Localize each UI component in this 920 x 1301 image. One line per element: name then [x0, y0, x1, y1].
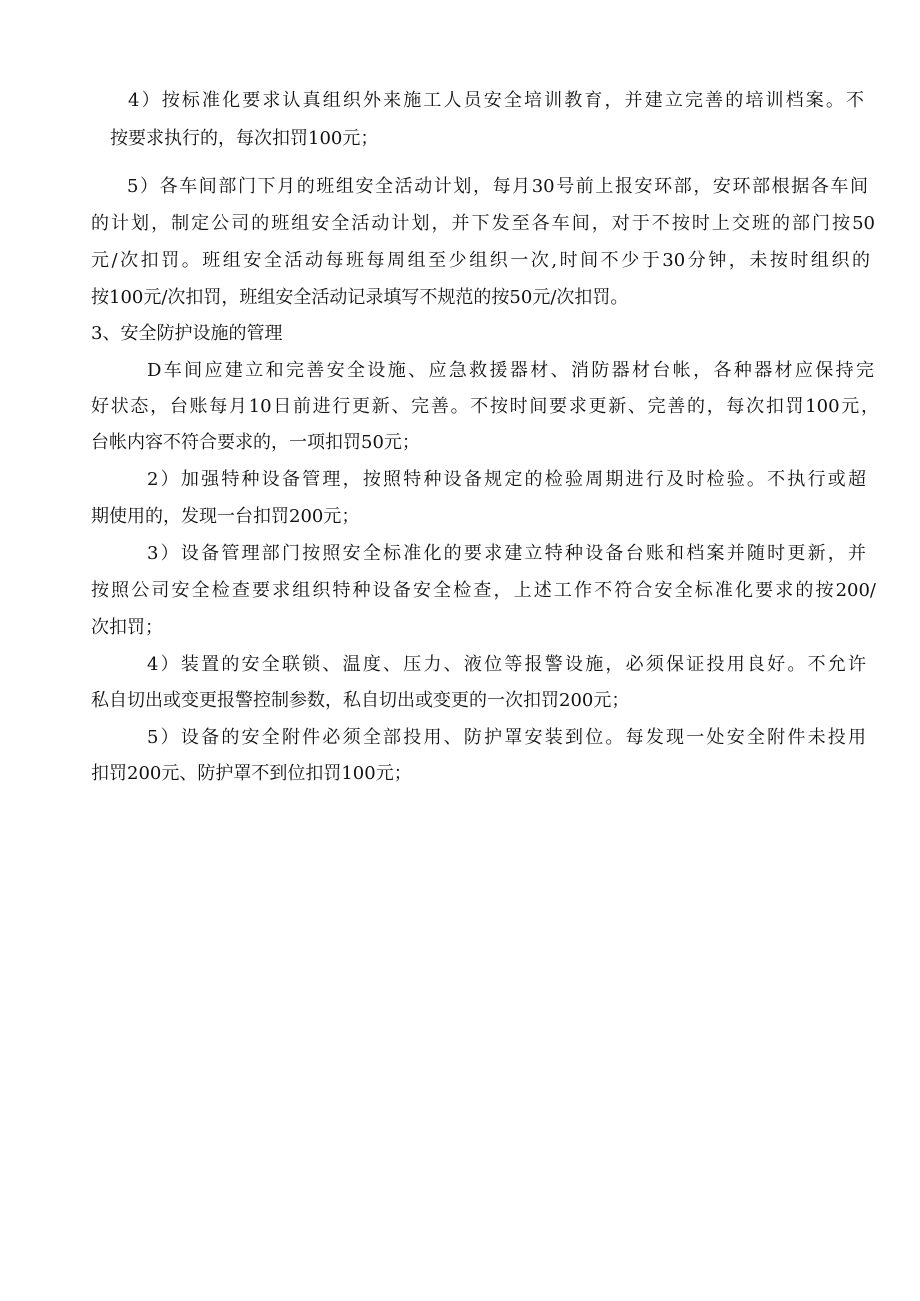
- text-line: 按照公司安全检查要求组织特种设备安全检查，上述工作不符合安全标准化要求的按200/: [91, 580, 876, 601]
- text-line: 扣罚200元、防护罩不到位扣罚100元；: [91, 763, 412, 784]
- text-line: 5）各车间部门下月的班组安全活动计划，每月30号前上报安环部，安环部根据各车间: [127, 176, 868, 197]
- text-line: 私自切出或变更报警控制参数，私自切出或变更的一次扣罚200元；: [91, 690, 630, 711]
- text-line: 次扣罚；: [91, 617, 163, 638]
- text-line: 3）设备管理部门按照安全标准化的要求建立特种设备台账和档案并随时更新，并: [147, 543, 866, 564]
- text-line: 好状态，台账每月10日前进行更新、完善。不按时间要求更新、完善的，每次扣罚100元，: [91, 396, 879, 417]
- text-line: 4）装置的安全联锁、温度、压力、液位等报警设施，必须保证投用良好。不允许: [147, 654, 866, 675]
- text-line: 元/次扣罚。班组安全活动每班每周组至少组织一次,时间不少于30分钟，未按时组织的: [91, 250, 870, 271]
- text-line: 2）加强特种设备管理，按照特种设备规定的检验周期进行及时检验。不执行或超: [147, 469, 866, 490]
- text-line: 的计划，制定公司的班组安全活动计划，并下发至各车间，对于不按时上交班的部门按50: [91, 213, 875, 234]
- text-line: D车间应建立和完善安全设施、应急救援器材、消防器材台帐，各种器材应保持完: [147, 360, 874, 381]
- section-heading: 3、安全防护设施的管理: [91, 323, 283, 344]
- text-line: 按要求执行的，每次扣罚100元；: [110, 128, 379, 149]
- text-line: 台帐内容不符合要求的，一项扣罚50元；: [91, 432, 420, 453]
- text-line: 期使用的，发现一台扣罚200元；: [91, 506, 360, 527]
- text-line: 按100元/次扣罚，班组安全活动记录填写不规范的按50元/次扣罚。: [91, 287, 629, 308]
- text-line: 5）设备的安全附件必须全部投用、防护罩安装到位。每发现一处安全附件未投用: [147, 727, 866, 748]
- text-line: 4）按标准化要求认真组织外来施工人员安全培训教育，并建立完善的培训档案。不: [128, 90, 864, 111]
